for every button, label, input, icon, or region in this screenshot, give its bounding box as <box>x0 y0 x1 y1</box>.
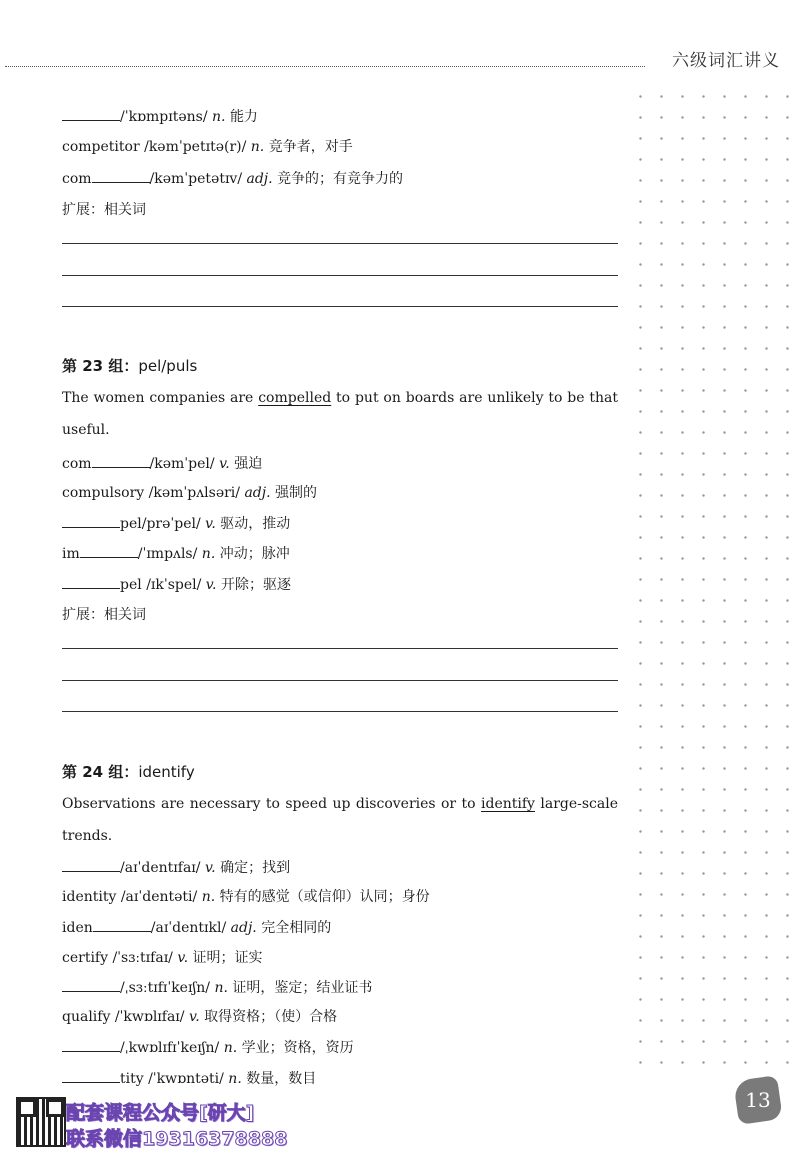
vocab-entry <box>62 513 290 534</box>
part-of-speech: adj. <box>246 171 273 187</box>
word: qualify <box>62 1009 111 1025</box>
part-of-speech: v. <box>205 577 217 593</box>
word-prefix: im <box>62 546 80 562</box>
phonetic: /ˈsɜːtɪfaɪ/ <box>112 950 173 966</box>
word-prefix: com <box>62 171 92 187</box>
part-of-speech: n. <box>214 980 228 996</box>
fill-blank[interactable] <box>62 1037 120 1052</box>
phonetic: /ˈkwɒntəti/ <box>148 1071 224 1087</box>
fill-blank[interactable] <box>62 574 120 589</box>
fill-blank[interactable] <box>93 917 151 932</box>
key-word: compelled <box>258 390 332 406</box>
sentence-text: Observations are necessary to speed up discoveries or to <box>62 796 482 812</box>
vocab-entry <box>62 574 291 595</box>
vocab-entry <box>62 106 258 127</box>
vocab-entry <box>62 453 262 474</box>
word-prefix: com <box>62 456 92 472</box>
fill-blank[interactable] <box>62 106 120 121</box>
fill-blank[interactable] <box>92 453 150 468</box>
phonetic: /kəmˈpetɪtə(r)/ <box>144 139 247 155</box>
expansion-label: 扩展：相关词 <box>62 202 146 218</box>
vocab-entry <box>62 1037 354 1058</box>
vocab-entry <box>62 543 290 564</box>
group-label: 第 23 组： <box>62 357 139 375</box>
sentence-text: The women companies are <box>62 390 259 406</box>
vocab-entry <box>62 137 353 157</box>
part-of-speech: n. <box>228 1071 242 1087</box>
example-sentence <box>62 788 618 852</box>
fill-blank[interactable] <box>62 1068 120 1083</box>
vocab-entry <box>62 168 403 189</box>
meaning: 驱动，推动 <box>220 516 291 532</box>
meaning: 竞争者，对手 <box>268 139 353 155</box>
part-of-speech: v. <box>205 516 216 532</box>
meaning: 竞争的；有竞争力的 <box>277 171 404 187</box>
word-suffix: pel <box>120 577 142 593</box>
phonetic: /kəmˈpʌlsəri/ <box>148 485 240 501</box>
sentence-text: to put on boards are unlikely to be that useful. <box>62 390 618 438</box>
writing-line[interactable] <box>62 306 618 307</box>
phonetic: /aɪˈdentəti/ <box>120 889 198 905</box>
meaning: 取得资格；（使）合格 <box>204 1009 338 1025</box>
writing-line[interactable] <box>62 680 618 681</box>
writing-line[interactable] <box>62 648 618 649</box>
watermark-line-1: 配套课程公众号[研大] <box>66 1102 255 1124</box>
part-of-speech: n. <box>250 139 265 155</box>
meaning: 证明，鉴定；结业证书 <box>232 980 373 996</box>
meaning: 冲动；脉冲 <box>219 546 290 562</box>
example-sentence <box>62 382 618 446</box>
word-prefix: iden <box>62 920 93 936</box>
phonetic: /ɪkˈspel/ <box>146 577 202 593</box>
watermark-line-2: 联系微信19316378888 <box>66 1128 288 1150</box>
meaning: 强制的 <box>275 485 318 501</box>
vocab-entry <box>62 1068 316 1089</box>
sentence-text: large-scale trends. <box>62 796 618 844</box>
qr-code-icon[interactable] <box>16 1097 66 1147</box>
vocab-entry <box>62 887 430 907</box>
group-root: pel/puls <box>138 357 198 375</box>
writing-line[interactable] <box>62 275 618 276</box>
meaning: 完全相同的 <box>261 920 332 936</box>
phonetic: /kəmˈpel/ <box>149 456 215 472</box>
vocab-entry <box>62 857 290 878</box>
vocab-entry <box>62 483 317 503</box>
part-of-speech: v. <box>219 456 230 472</box>
phonetic: /prəˈpel/ <box>141 516 201 532</box>
part-of-speech: v. <box>177 950 189 966</box>
fill-blank[interactable] <box>62 513 120 528</box>
phonetic: /ˈkwɒlɪfaɪ/ <box>114 1009 185 1025</box>
phonetic: /ˈɪmpʌls/ <box>137 546 198 562</box>
meaning: 开除；驱逐 <box>220 577 291 593</box>
page-number: 13 <box>745 1088 771 1112</box>
header-title: 六级词汇讲义 <box>672 51 780 71</box>
expansion-label: 扩展：相关词 <box>62 607 146 623</box>
fill-blank[interactable] <box>62 977 120 992</box>
part-of-speech: n. <box>223 1040 238 1056</box>
part-of-speech: v. <box>204 860 216 876</box>
meaning: 特有的感觉（或信仰）认同；身份 <box>219 889 430 905</box>
meaning: 强迫 <box>234 456 263 472</box>
meaning: 能力 <box>229 109 258 125</box>
writing-line[interactable] <box>62 243 618 244</box>
phonetic: /aɪˈdentɪkl/ <box>150 920 227 936</box>
word: certify <box>62 950 109 966</box>
part-of-speech: adj. <box>230 920 257 936</box>
vocab-entry <box>62 917 331 938</box>
group-root: identify <box>138 763 195 781</box>
fill-blank[interactable] <box>92 168 150 183</box>
page-number-badge <box>733 1075 783 1125</box>
part-of-speech: n. <box>201 546 216 562</box>
word: competitor <box>62 139 140 155</box>
part-of-speech: n. <box>212 109 226 125</box>
fill-blank[interactable] <box>80 543 138 558</box>
part-of-speech: n. <box>201 889 216 905</box>
fill-blank[interactable] <box>62 857 120 872</box>
meaning: 证明；证实 <box>192 950 263 966</box>
phonetic: /ˌsɜːtɪfɪˈkeɪʃn/ <box>120 980 210 996</box>
word: compulsory <box>62 485 145 501</box>
word-suffix: pel <box>120 516 142 532</box>
dot-grid-notes-area <box>630 86 800 1076</box>
vocab-entry <box>62 948 263 968</box>
header-rule <box>5 66 645 67</box>
group-label: 第 24 组： <box>62 763 139 781</box>
key-word: identify <box>481 796 535 812</box>
meaning: 确定；找到 <box>220 860 291 876</box>
vocab-entry <box>62 1007 337 1027</box>
meaning: 数量，数目 <box>246 1071 317 1087</box>
phonetic: /ˌkwɒlɪfɪˈkeɪʃn/ <box>120 1040 220 1056</box>
part-of-speech: v. <box>188 1009 200 1025</box>
word: identity <box>62 889 117 905</box>
vocab-entry <box>62 977 372 998</box>
word-suffix: tity <box>120 1071 144 1087</box>
meaning: 学业；资格，资历 <box>241 1040 354 1056</box>
phonetic: /kəmˈpetətɪv/ <box>149 171 243 187</box>
group-heading-24 <box>62 762 195 782</box>
phonetic: /ˈkɒmpɪtəns/ <box>120 109 208 125</box>
part-of-speech: adj. <box>244 485 271 501</box>
group-heading-23 <box>62 356 197 376</box>
phonetic: /aɪˈdentɪfaɪ/ <box>120 860 201 876</box>
writing-line[interactable] <box>62 711 618 712</box>
